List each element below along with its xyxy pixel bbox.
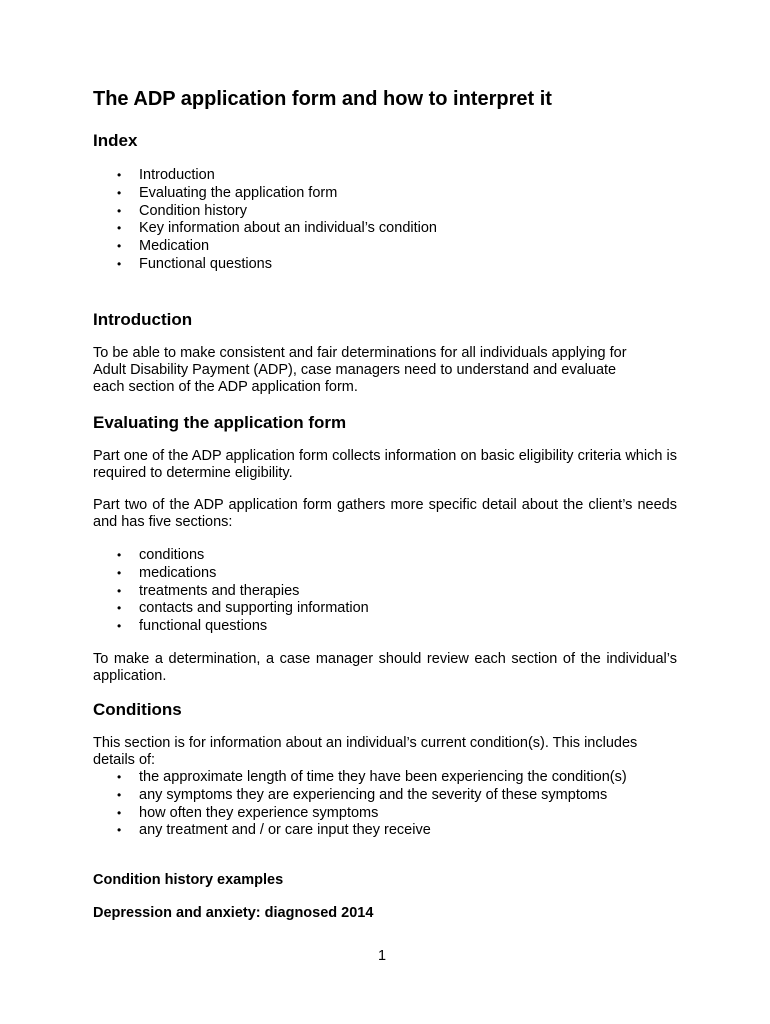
bullet-icon: • bbox=[117, 256, 122, 271]
list-item: • the approximate length of time they have been experiencing the condition(s) bbox=[117, 769, 627, 785]
bullet-icon: • bbox=[117, 221, 122, 236]
page-number: 1 bbox=[378, 948, 387, 964]
list-item: • Functional questions bbox=[117, 255, 272, 272]
list-item: • Introduction bbox=[117, 167, 215, 183]
list-item: • functional questions bbox=[117, 618, 268, 635]
bullet-icon: • bbox=[117, 203, 122, 218]
introduction-heading: Introduction bbox=[93, 310, 193, 329]
list-item: • how often they experience symptoms bbox=[117, 804, 379, 821]
list-item: • Key information about an individual’s condition bbox=[117, 220, 437, 237]
bullet-icon: • bbox=[117, 548, 122, 562]
introduction-line: Adult Disability Payment (ADP), case managers need to understand and evaluate bbox=[93, 362, 617, 378]
bullet-icon: • bbox=[117, 565, 122, 580]
list-item: • contacts and supporting information bbox=[117, 600, 369, 617]
list-item: • conditions bbox=[117, 547, 205, 563]
introduction-line: To be able to make consistent and fair determinations for all individuals applying for bbox=[93, 345, 627, 361]
condition-example-heading: Depression and anxiety: diagnosed 2014 bbox=[93, 905, 374, 921]
bullet-icon: • bbox=[117, 770, 122, 784]
bullet-icon: • bbox=[117, 185, 122, 200]
list-item: • Evaluating the application form bbox=[117, 184, 338, 201]
list-item: • any treatment and / or care input they receive bbox=[117, 822, 431, 839]
bullet-icon: • bbox=[117, 823, 122, 838]
condition-history-heading: Condition history examples bbox=[93, 872, 284, 888]
conditions-list bbox=[93, 769, 627, 840]
bullet-icon: • bbox=[117, 583, 122, 598]
document-title: The ADP application form and how to interpret it bbox=[93, 88, 552, 110]
list-item: • treatments and therapies bbox=[117, 582, 300, 599]
bullet-icon: • bbox=[117, 601, 122, 616]
list-item: • Condition history bbox=[117, 202, 247, 219]
index-list bbox=[93, 167, 437, 274]
list-item: • Medication bbox=[117, 238, 210, 255]
bullet-icon: • bbox=[117, 619, 122, 634]
index-heading: Index bbox=[93, 131, 138, 150]
sections-list bbox=[93, 547, 369, 636]
list-item: • medications bbox=[117, 564, 217, 581]
bullet-icon: • bbox=[117, 805, 122, 820]
evaluating-paragraph-1: Part one of the ADP application form collects information on basic eligibility criteria which is required to determine eligibility. bbox=[93, 448, 677, 481]
evaluating-heading: Evaluating the application form bbox=[93, 413, 347, 432]
conditions-intro: This section is for information about an individual’s current condition(s). This includes details of: bbox=[93, 735, 638, 768]
bullet-icon: • bbox=[117, 787, 122, 802]
evaluating-paragraph-3: To make a determination, a case manager should review each section of the individual’s application. bbox=[93, 651, 677, 684]
evaluating-paragraph-2: Part two of the ADP application form gathers more specific detail about the client’s needs and has five sections: bbox=[93, 497, 677, 530]
bullet-icon: • bbox=[117, 168, 122, 182]
introduction-paragraph bbox=[93, 345, 677, 396]
list-item: • any symptoms they are experiencing and the severity of these symptoms bbox=[117, 786, 608, 803]
introduction-line: each section of the ADP application form. bbox=[93, 379, 358, 395]
bullet-icon: • bbox=[117, 239, 122, 254]
conditions-heading: Conditions bbox=[93, 700, 182, 719]
